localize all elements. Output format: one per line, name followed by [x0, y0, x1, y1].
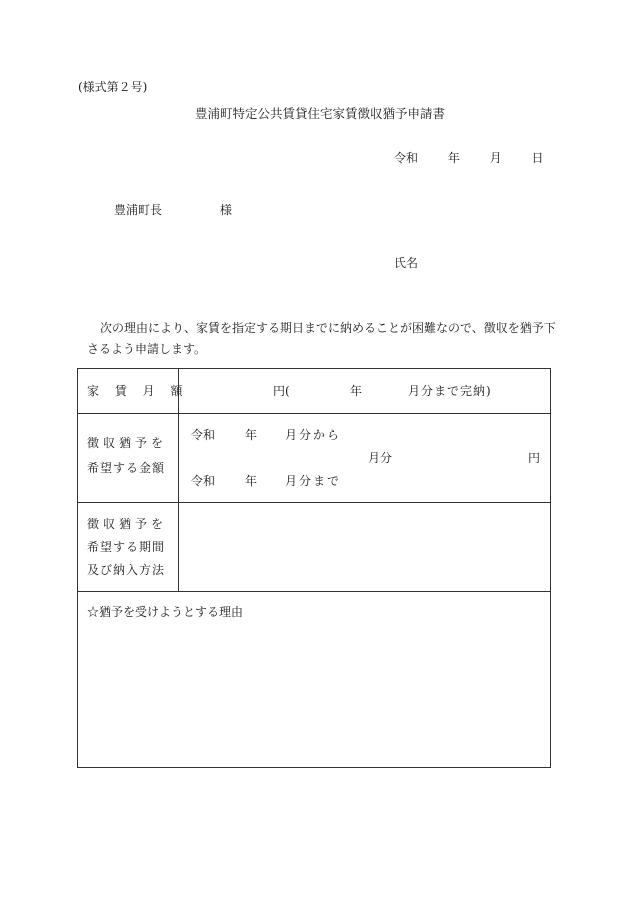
- amount-from-year: 年: [245, 428, 258, 442]
- column-divider: [178, 369, 179, 591]
- rent-yen-open: 円(: [273, 384, 290, 398]
- form-number: (様式第２号): [78, 80, 148, 94]
- label-deferral-period-line2: 希望する期間: [87, 540, 166, 554]
- date-era: 令和: [394, 151, 419, 165]
- date-year: 年: [447, 151, 460, 165]
- date-day: 日: [531, 151, 544, 165]
- label-monthly-rent: 家 賃 月 額: [87, 384, 189, 398]
- addressee-honorific: 様: [220, 203, 233, 217]
- label-deferral-amount: [78, 413, 178, 502]
- intro-text-line2: さるよう申請します。: [87, 342, 207, 356]
- row-divider: [78, 591, 550, 592]
- addressee-name: 豊浦町長: [114, 203, 163, 217]
- addressee: [114, 204, 232, 216]
- applicant-name-label: 氏名: [394, 256, 419, 270]
- label-deferral-period-line3: 及び納入方法: [87, 563, 166, 577]
- rent-paid-year: 年: [350, 384, 363, 398]
- date-line: [394, 152, 544, 164]
- amount-to-era: 令和: [191, 474, 216, 488]
- amount-monthly: 月分: [368, 451, 393, 465]
- amount-to-year: 年: [245, 474, 258, 488]
- label-deferral-period-line1: 徴収猶予を: [87, 517, 168, 531]
- document-title: 豊浦町特定公共賃貸住宅家賃徴収猶予申請書: [195, 106, 446, 121]
- reason-label: ☆猶予を受けようとする理由: [87, 605, 244, 619]
- application-table: [77, 368, 551, 768]
- date-month: 月: [489, 151, 502, 165]
- label-deferral-amount-line2: 希望する金額: [87, 461, 166, 475]
- label-deferral-amount-line1: 徴収猶予を: [87, 436, 168, 450]
- amount-from-month: 月分から: [285, 428, 342, 442]
- amount-from-era: 令和: [191, 428, 216, 442]
- label-deferral-period: [78, 502, 178, 591]
- rent-paid-until-month: 月分まで完納): [408, 384, 492, 398]
- amount-yen: 円: [528, 451, 541, 465]
- amount-to-month: 月分まで: [285, 474, 342, 488]
- intro-text-line1: 次の理由により、家賃を指定する期日までに納めることが困難なので、徴収を猶予下: [100, 321, 556, 335]
